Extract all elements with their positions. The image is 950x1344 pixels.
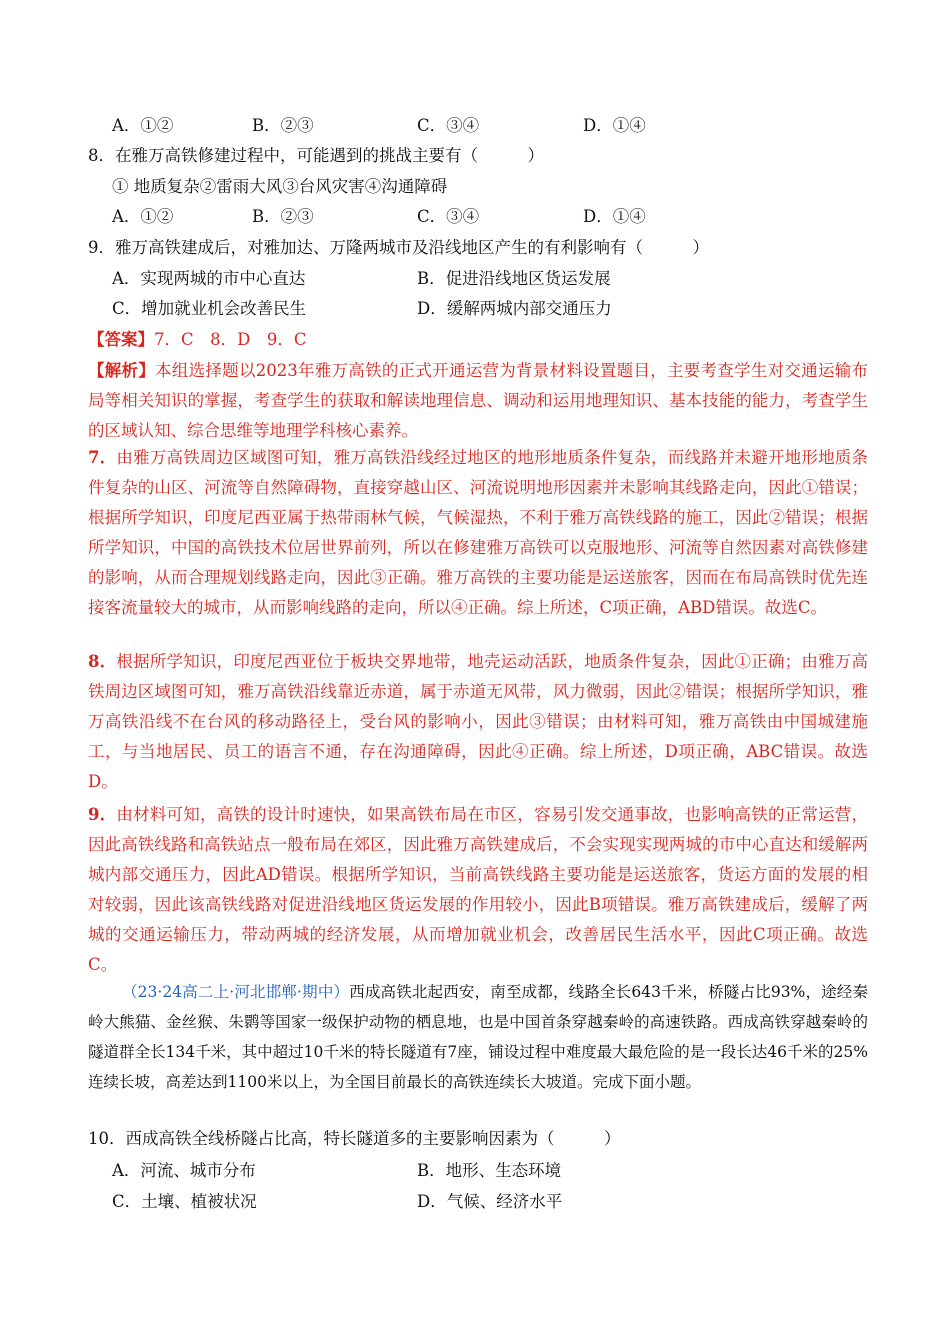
analysis-q9-number: 9． [88,805,117,824]
q10-option-a: A．河流、城市分布 [112,1161,256,1180]
q7-option-d: D．①④ [583,116,646,135]
q8-stem: 8．在雅万高铁修建过程中，可能遇到的挑战主要有（ ） [88,146,544,165]
analysis-q8 [88,647,868,797]
analysis-q9 [88,800,868,980]
analysis-intro [88,356,868,446]
q7-option-c: C．③④ [417,116,480,135]
analysis-q7-text: 由雅万高铁周边区域图可知，雅万高铁沿线经过地区的地形地质条件复杂，而线路并未避开地形地质条件复杂的山区、河流等自然障碍物，直接穿越山区、河流说明地形因素并未影响其线路走向，因此①错误；根据所学知识，印度尼西亚属于热带雨林气候，气候湿热，不利于雅万高铁线路的施工，因此②错误；根据所学知识，中国的高铁技术位居世界前列，所以在修建雅万高铁可以克服地形、河流等自然因素对高铁修建的影响，从而合理规划线路走向，因此③正确。雅万高铁的主要功能是运送旅客，因而在布局高铁时优先连接客流量较大的城市，从而影响线路的走向，所以④正确。综上所述，C项正确，ABD错误。故选C。 [88,448,869,617]
answer-tag: 【答案】 [88,330,154,349]
q9-option-c: C．增加就业机会改善民生 [112,299,307,318]
analysis-q7-number: 7． [88,448,117,467]
q8-option-b: B．②③ [252,207,314,226]
analysis-q8-text: 根据所学知识，印度尼西亚位于板块交界地带，地壳运动活跃，地质条件复杂，因此①正确；由雅万高铁周边区域图可知，雅万高铁沿线靠近赤道，属于赤道无风带，风力微弱，因此②错误；根据所学知识，雅万高铁沿线不在台风的移动路径上，受台风的影响小，因此③错误；由材料可知，雅万高铁由中国城建施工，与当地居民、员工的语言不通，存在沟通障碍，因此④正确。综上所述，D项正确，ABC错误。故选D。 [88,652,869,791]
q8-option-d: D．①④ [583,207,646,226]
q7-option-b: B．②③ [252,116,314,135]
analysis-q8-number: 8． [88,652,117,671]
q10-option-b: B．地形、生态环境 [417,1161,562,1180]
answer-line [88,329,306,351]
analysis-tag: 【解析】 [88,361,156,380]
q10-stem: 10．西成高铁全线桥隧占比高，特长隧道多的主要影响因素为（ ） [88,1129,621,1148]
answer-text: 7．C 8．D 9．C [154,330,307,349]
q7-option-a: A．①② [112,116,174,135]
q9-option-a: A．实现两城的市中心直达 [112,269,306,288]
q9-option-b: B．促进沿线地区货运发展 [417,269,611,288]
q9-option-d: D．缓解两城内部交通压力 [417,299,612,318]
q10-option-c: C．土壤、植被状况 [112,1192,257,1211]
material-paragraph [88,977,868,1097]
material-source: （23·24高二上·河北邯郸·期中） [122,983,350,1001]
material-text: 西成高铁北起西安，南至成都，线路全长643千米，桥隧占比93%，途经秦岭大熊猫、金丝猴、朱鹮等国家一级保护动物的栖息地，也是中国首条穿越秦岭的高速铁路。西成高铁穿越秦岭的隧道群全长134千米，其中超过10千米的特长隧道有7座，铺设过程中难度最大最危险的是一段长达46千米的25%连续长坡，高差达到1100米以上，为全国目前最长的高铁连续长大坡道。完成下面小题。 [88,983,868,1091]
analysis-intro-text: 本组选择题以2023年雅万高铁的正式开通运营为背景材料设置题目，主要考查学生对交通运输布局等相关知识的掌握，考查学生的获取和解读地理信息、调动和运用地理知识、基本技能的能力，考查学生的区域认知、综合思维等地理学科核心素养。 [88,361,868,440]
analysis-q7 [88,443,868,623]
analysis-q9-text: 由材料可知，高铁的设计时速快，如果高铁布局在市区，容易引发交通事故，也影响高铁的正常运营，因此高铁线路和高铁站点一般布局在郊区，因此雅万高铁建成后，不会实现实现两城的市中心直达和缓解两城内部交通压力，因此AD错误。根据所学知识，当前高铁线路主要功能是运送旅客，货运方面的发展的相对较弱，因此该高铁线路对促进沿线地区货运发展的作用较小，因此B项错误。雅万高铁建成后，缓解了两城的交通运输压力，带动两城的经济发展，从而增加就业机会，改善居民生活水平，因此C项正确。故选C。 [88,805,869,974]
q10-option-d: D．气候、经济水平 [417,1192,563,1211]
q8-option-c: C．③④ [417,207,480,226]
q8-option-a: A．①② [112,207,174,226]
q8-items: ① 地质复杂②雷雨大风③台风灾害④沟通障碍 [112,177,448,196]
q9-stem: 9．雅万高铁建成后，对雅加达、万隆两城市及沿线地区产生的有利影响有（ ） [88,238,709,257]
